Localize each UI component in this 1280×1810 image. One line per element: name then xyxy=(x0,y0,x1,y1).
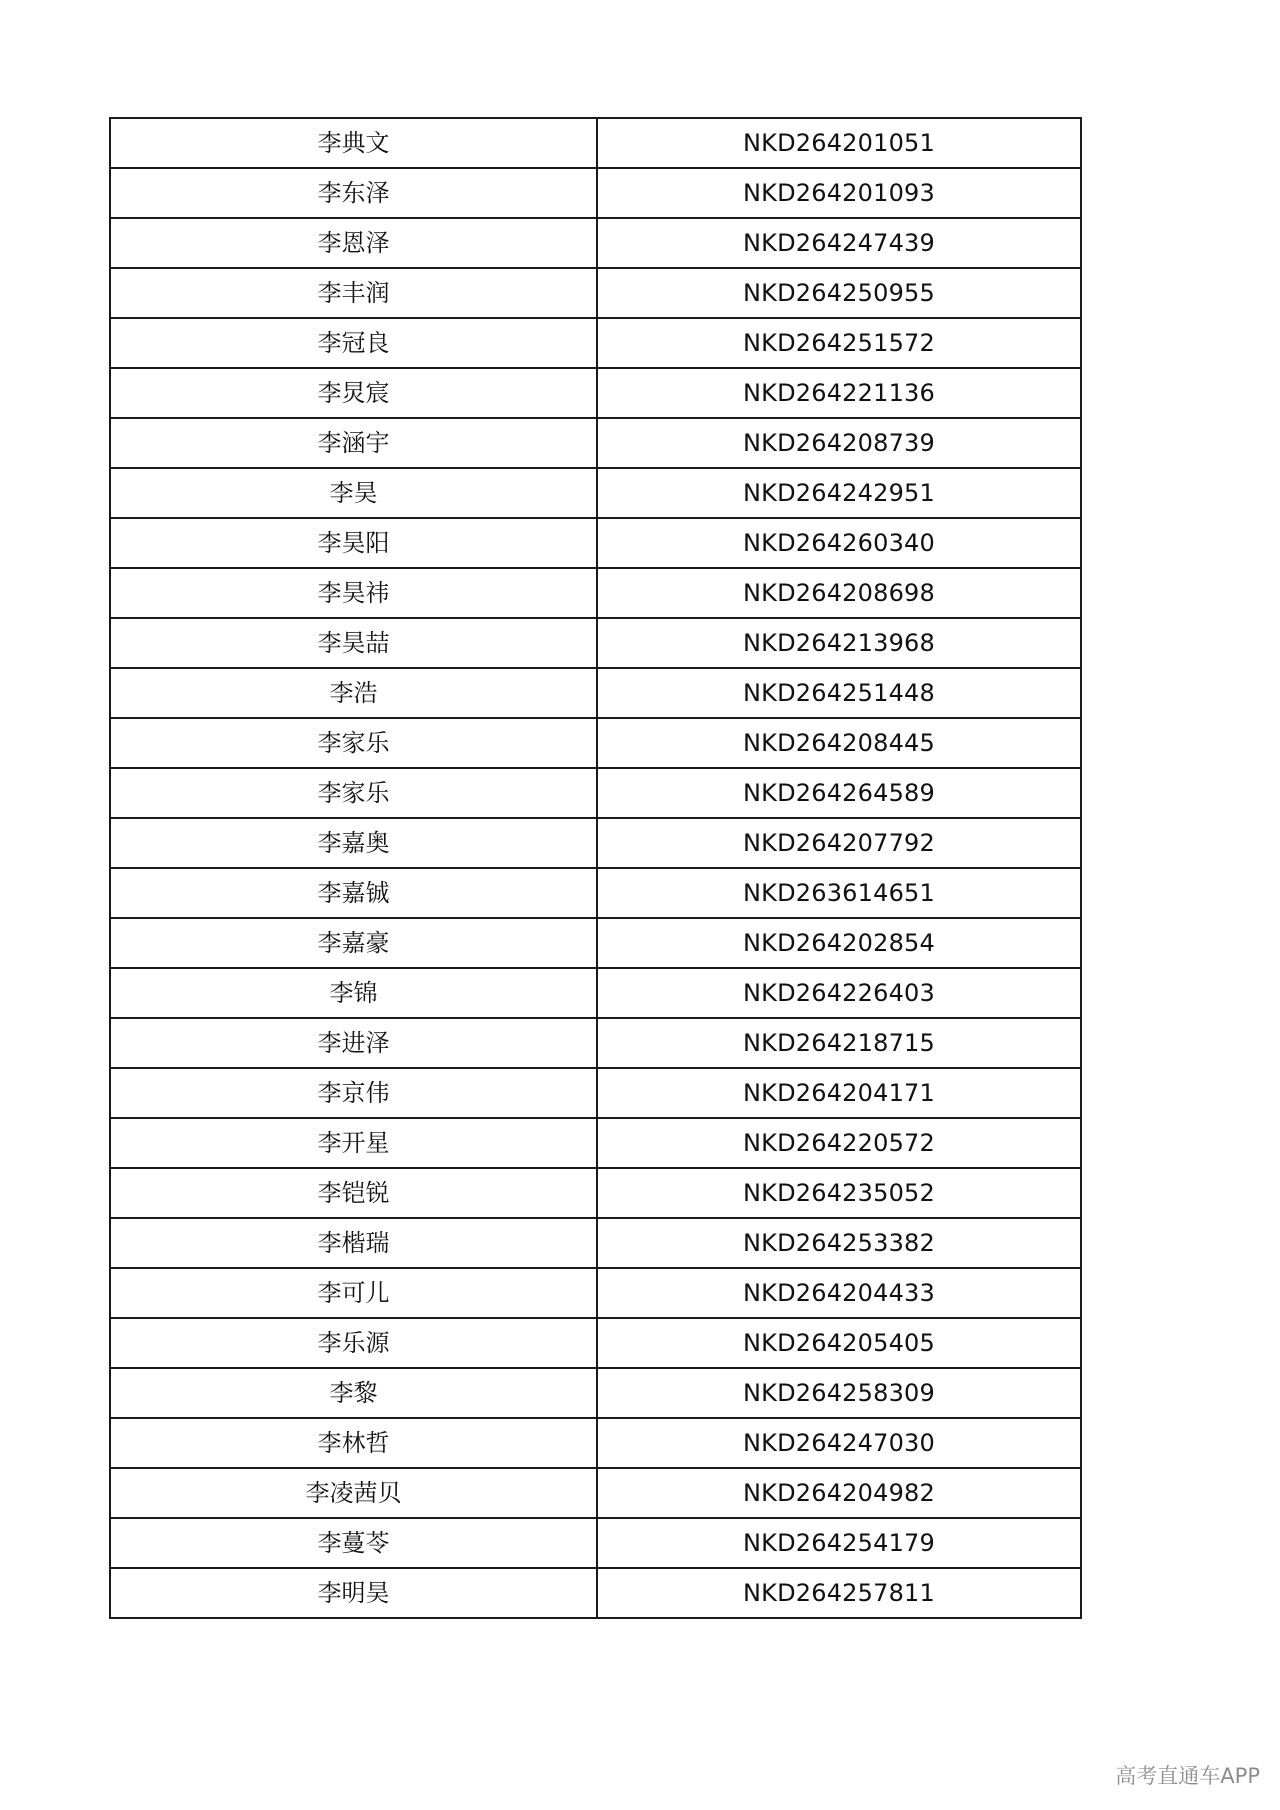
student-name-cell: 李东泽 xyxy=(110,168,597,218)
table-row xyxy=(110,418,1081,468)
student-id-cell: NKD264226403 xyxy=(597,968,1081,1018)
student-id-cell: NKD264247439 xyxy=(597,218,1081,268)
table-row xyxy=(110,518,1081,568)
student-name-cell: 李黎 xyxy=(110,1368,597,1418)
student-name-cell: 李典文 xyxy=(110,118,597,168)
table-row xyxy=(110,218,1081,268)
table-row xyxy=(110,1268,1081,1318)
student-name-cell: 李进泽 xyxy=(110,1018,597,1068)
student-id-cell: NKD264254179 xyxy=(597,1518,1081,1568)
student-name-cell: 李涵宇 xyxy=(110,418,597,468)
table-row xyxy=(110,468,1081,518)
table-row xyxy=(110,1018,1081,1068)
student-name-cell: 李可儿 xyxy=(110,1268,597,1318)
table-row xyxy=(110,368,1081,418)
student-id-cell: NKD264260340 xyxy=(597,518,1081,568)
table-row xyxy=(110,1418,1081,1468)
student-id-cell: NKD264253382 xyxy=(597,1218,1081,1268)
student-id-cell: NKD264242951 xyxy=(597,468,1081,518)
student-name-cell: 李丰润 xyxy=(110,268,597,318)
student-id-cell: NKD264251572 xyxy=(597,318,1081,368)
student-id-cell: NKD264208739 xyxy=(597,418,1081,468)
table-row xyxy=(110,1218,1081,1268)
watermark-label: 高考直通车APP xyxy=(1115,1764,1260,1788)
table-row xyxy=(110,1368,1081,1418)
table-row xyxy=(110,1168,1081,1218)
student-id-cell: NKD264208445 xyxy=(597,718,1081,768)
table-row xyxy=(110,968,1081,1018)
table-row xyxy=(110,1468,1081,1518)
student-name-cell: 李明昊 xyxy=(110,1568,597,1618)
student-id-cell: NKD264264589 xyxy=(597,768,1081,818)
table-row xyxy=(110,1068,1081,1118)
table-row xyxy=(110,1318,1081,1368)
student-name-cell: 李嘉豪 xyxy=(110,918,597,968)
table-row xyxy=(110,818,1081,868)
student-name-cell: 李嘉奥 xyxy=(110,818,597,868)
student-name-cell: 李浩 xyxy=(110,668,597,718)
table-row xyxy=(110,618,1081,668)
table-row xyxy=(110,118,1081,168)
table-row xyxy=(110,668,1081,718)
student-id-cell: NKD264218715 xyxy=(597,1018,1081,1068)
student-name-cell: 李锦 xyxy=(110,968,597,1018)
student-id-cell: NKD264201051 xyxy=(597,118,1081,168)
student-id-cell: NKD264208698 xyxy=(597,568,1081,618)
student-id-cell: NKD264201093 xyxy=(597,168,1081,218)
student-name-cell: 李开星 xyxy=(110,1118,597,1168)
student-name-cell: 李乐源 xyxy=(110,1318,597,1368)
student-id-cell: NKD264204171 xyxy=(597,1068,1081,1118)
student-id-cell: NKD264235052 xyxy=(597,1168,1081,1218)
student-name-cell: 李林哲 xyxy=(110,1418,597,1468)
student-id-cell: NKD264213968 xyxy=(597,618,1081,668)
table-row xyxy=(110,318,1081,368)
student-name-cell: 李昊喆 xyxy=(110,618,597,668)
student-id-cell: NKD264204433 xyxy=(597,1268,1081,1318)
student-id-cell: NKD264258309 xyxy=(597,1368,1081,1418)
student-name-cell: 李家乐 xyxy=(110,768,597,818)
table-row xyxy=(110,918,1081,968)
table-row xyxy=(110,268,1081,318)
student-name-cell: 李京伟 xyxy=(110,1068,597,1118)
student-name-cell: 李恩泽 xyxy=(110,218,597,268)
student-name-cell: 李铠锐 xyxy=(110,1168,597,1218)
student-name-cell: 李昊 xyxy=(110,468,597,518)
table-row xyxy=(110,168,1081,218)
student-name-cell: 李昊阳 xyxy=(110,518,597,568)
student-id-cell: NKD264207792 xyxy=(597,818,1081,868)
student-id-cell: NKD264204982 xyxy=(597,1468,1081,1518)
student-name-cell: 李冠良 xyxy=(110,318,597,368)
table-row xyxy=(110,1518,1081,1568)
student-id-cell: NKD264202854 xyxy=(597,918,1081,968)
roster-table-body xyxy=(110,118,1081,1618)
table-row xyxy=(110,1118,1081,1168)
roster-table xyxy=(109,117,1082,1619)
student-name-cell: 李昊祎 xyxy=(110,568,597,618)
student-id-cell: NKD264251448 xyxy=(597,668,1081,718)
student-id-cell: NKD263614651 xyxy=(597,868,1081,918)
table-row xyxy=(110,768,1081,818)
table-row xyxy=(110,718,1081,768)
table-row xyxy=(110,1568,1081,1618)
student-id-cell: NKD264257811 xyxy=(597,1568,1081,1618)
student-id-cell: NKD264221136 xyxy=(597,368,1081,418)
student-name-cell: 李嘉铖 xyxy=(110,868,597,918)
student-id-cell: NKD264220572 xyxy=(597,1118,1081,1168)
student-name-cell: 李蔓苓 xyxy=(110,1518,597,1568)
student-id-cell: NKD264205405 xyxy=(597,1318,1081,1368)
student-id-cell: NKD264250955 xyxy=(597,268,1081,318)
student-name-cell: 李家乐 xyxy=(110,718,597,768)
student-name-cell: 李楷瑞 xyxy=(110,1218,597,1268)
student-name-cell: 李炅宸 xyxy=(110,368,597,418)
student-id-cell: NKD264247030 xyxy=(597,1418,1081,1468)
student-name-cell: 李凌茜贝 xyxy=(110,1468,597,1518)
table-row xyxy=(110,568,1081,618)
table-row xyxy=(110,868,1081,918)
